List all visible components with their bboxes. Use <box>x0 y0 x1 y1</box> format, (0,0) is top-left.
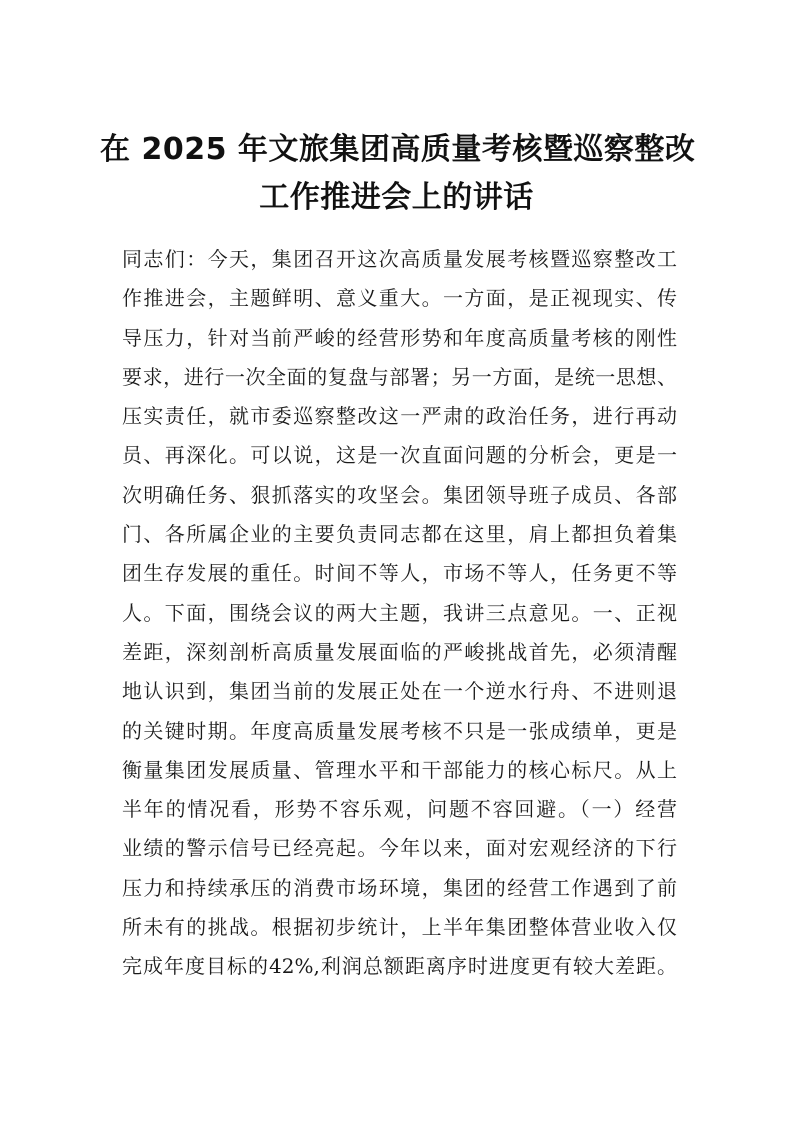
body-line: 同志们：今天，集团召开这次高质量发展考核暨巡察整改工 <box>122 247 677 271</box>
body-line: 要求，进行一次全面的复盘与部署；另一方面，是统一思想、 <box>122 364 677 389</box>
body-line: 团生存发展的重任。时间不等人，市场不等人，任务更不等 <box>122 561 677 586</box>
document-title-line-2: 工作推进会上的讲话 <box>259 180 534 215</box>
body-line: 完成年度目标的42%,利润总额距离序时进度更有较大差距。 <box>122 954 677 979</box>
body-line: 次明确任务、狠抓落实的攻坚会。集团领导班子成员、各部 <box>122 482 677 507</box>
body-line: 地认识到，集团当前的发展正处在一个逆水行舟、不进则退 <box>122 679 677 704</box>
body-line: 业绩的警示信号已经亮起。今年以来，面对宏观经济的下行 <box>122 836 677 861</box>
body-line: 半年的情况看，形势不容乐观，问题不容回避。（一）经营 <box>122 797 677 822</box>
body-line: 所未有的挑战。根据初步统计，上半年集团整体营业收入仅 <box>122 915 677 940</box>
body-line: 门、各所属企业的主要负责同志都在这里，肩上都担负着集 <box>122 522 677 547</box>
document-title-line-1: 在 2025 年文旅集团高质量考核暨巡察整改 <box>100 132 696 167</box>
body-line: 的关键时期。年度高质量发展考核不只是一张成绩单，更是 <box>122 718 677 743</box>
speech-body <box>122 240 677 987</box>
body-line: 压力和持续承压的消费市场环境，集团的经营工作遇到了前 <box>122 875 677 900</box>
body-line: 导压力，针对当前严峻的经营形势和年度高质量考核的刚性 <box>122 325 677 350</box>
body-line: 作推进会，主题鲜明、意义重大。一方面，是正视现实、传 <box>122 286 677 311</box>
body-line: 压实责任，就市委巡察整改这一严肃的政治任务，进行再动 <box>122 404 677 429</box>
body-line: 员、再深化。可以说，这是一次直面问题的分析会，更是一 <box>122 443 677 468</box>
body-line: 人。下面，围绕会议的两大主题，我讲三点意见。一、正视 <box>122 600 677 625</box>
body-line: 差距，深刻剖析高质量发展面临的严峻挑战首先，必须清醒 <box>122 639 677 664</box>
body-line: 衡量集团发展质量、管理水平和干部能力的核心标尺。从上 <box>122 757 677 782</box>
